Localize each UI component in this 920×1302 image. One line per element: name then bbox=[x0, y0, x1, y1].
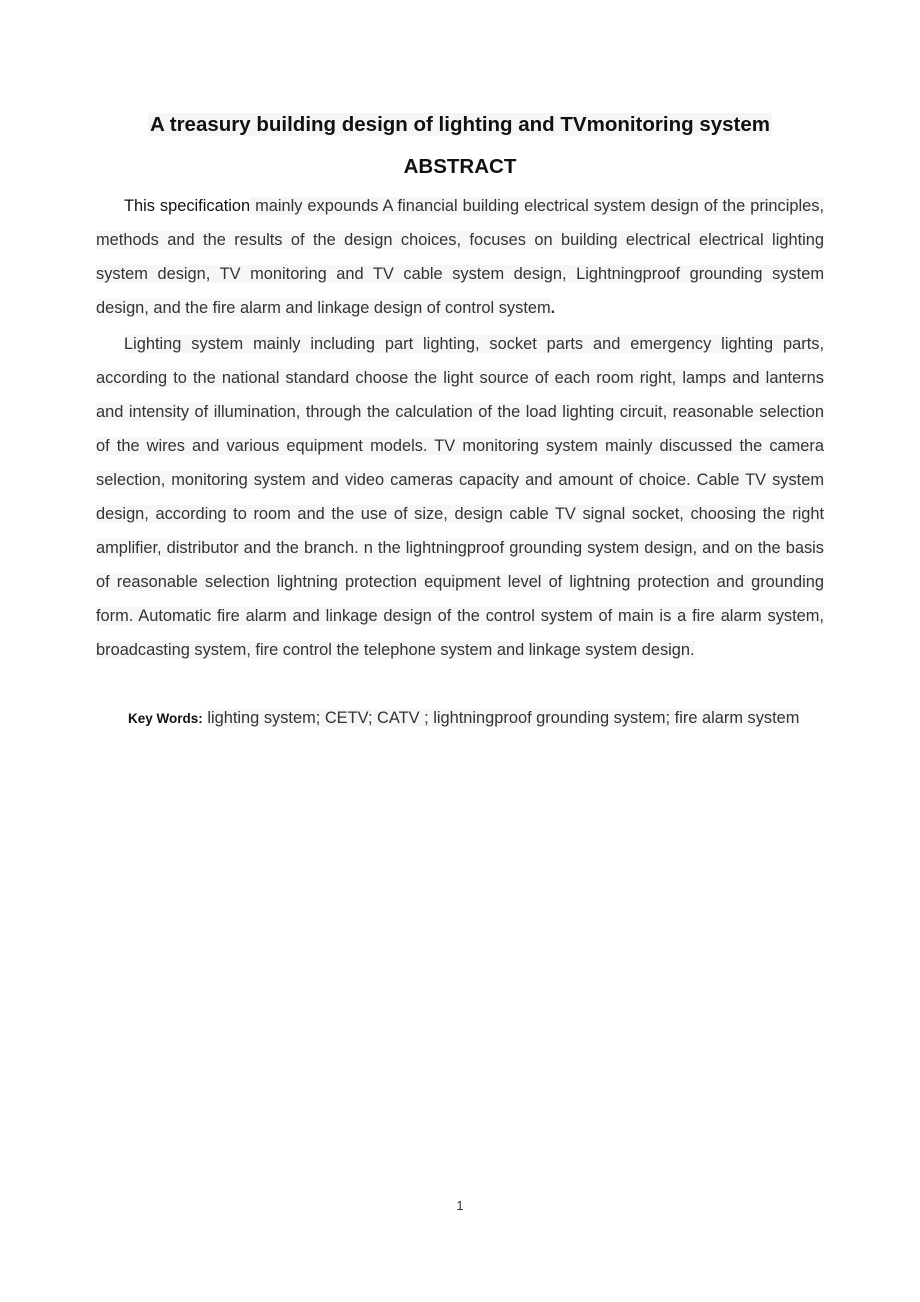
abstract-paragraph-1 bbox=[96, 189, 824, 325]
document-title bbox=[0, 108, 920, 142]
abstract-heading: ABSTRACT bbox=[403, 155, 517, 178]
paragraph-body-text: mainly expounds A financial building electrical system design of the principles, methods and the results of the design choices, focuses on building electrical electrical lighting system design, TV monitoring and TV cable system design, Lightningproof grounding system design, and the fire alarm and linkage design of control system bbox=[96, 197, 824, 317]
abstract-paragraph-2 bbox=[96, 327, 824, 667]
page-number: 1 bbox=[456, 1198, 464, 1213]
keywords-line bbox=[128, 701, 824, 736]
paragraph-lead-text: This specification bbox=[124, 197, 251, 215]
paragraph-end-mark: . bbox=[550, 299, 556, 317]
keywords-text: lighting system; CETV; CATV ; lightningproof grounding system; fire alarm system bbox=[207, 709, 800, 727]
document-title-text: A treasury building design of lighting and TVmonitoring system bbox=[150, 113, 770, 136]
paragraph-body-text: Lighting system mainly including part lighting, socket parts and emergency lighting parts, according to the national standard choose the light source of each room right, lamps and lanterns and intensity of illumination, through the calculation of the load lighting circuit, reasonable selection of the wires and various equipment models. TV monitoring system mainly discussed the camera selection, monitoring system and video cameras capacity and amount of choice. Cable TV system design, according to room and the use of size, design cable TV signal socket, choosing the right amplifier, distributor and the branch. n the lightningproof grounding system design, and on the basis of reasonable selection lightning protection equipment level of lightning protection and grounding form. Automatic fire alarm and linkage design of the control system of main is a fire alarm system, broadcasting system, fire control the telephone system and linkage system design. bbox=[96, 335, 824, 659]
keywords-label: Key Words: bbox=[128, 711, 203, 726]
